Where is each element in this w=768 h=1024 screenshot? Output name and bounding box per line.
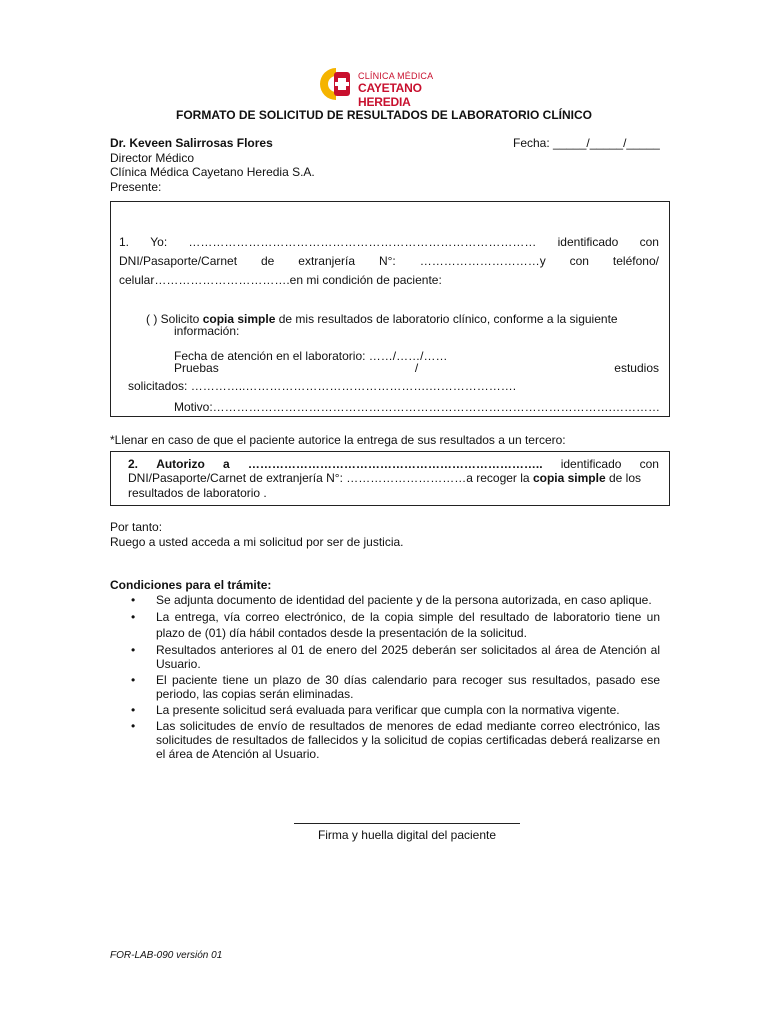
addressee-role: Director Médico: [110, 151, 195, 165]
word-telefono: teléfono/: [612, 254, 659, 268]
identified-label-2: identificado: [560, 457, 622, 471]
word-pruebas: Pruebas: [174, 361, 219, 375]
copy-simple-bold: copia simple: [532, 471, 606, 485]
patient-id-line[interactable]: [119, 254, 659, 268]
slash: /: [414, 361, 419, 375]
document-title: FORMATO DE SOLICITUD DE RESULTADOS DE LABORATORIO CLÍNICO: [176, 108, 592, 122]
cross-logo-icon: [318, 66, 354, 102]
word-extranjeria: extranjería: [298, 254, 355, 268]
request-checkbox-label[interactable]: ( ) Solicito: [146, 312, 203, 326]
addressee-institution: Clínica Médica Cayetano Heredia S.A.: [110, 165, 315, 179]
logo-line2: CAYETANO HEREDIA: [358, 81, 422, 109]
word-con: con: [569, 254, 589, 268]
authorize-line[interactable]: [128, 457, 659, 471]
request-bold-text: copia simple: [202, 312, 276, 326]
authorize-label: Autorizo: [156, 457, 205, 471]
condition-item: • Se adjunta documento de identidad del paciente y de la persona autorizada, en caso aplique.: [128, 593, 660, 607]
line2-suffix: de los: [605, 471, 641, 485]
date-field[interactable]: Fecha: _____/_____/_____: [513, 136, 660, 150]
tests-line: [174, 361, 659, 375]
closing-request: Ruego a usted acceda a mi solicitud por ser de justicia.: [110, 535, 404, 549]
word-number: N°:: [378, 254, 396, 268]
condition-item: • La presente solicitud será evaluada para verificar que cumpla con la normativa vigente.: [128, 703, 660, 717]
tests-field[interactable]: solicitados: …………..……………………………………….………………….: [128, 379, 517, 393]
clinic-logo: [318, 64, 458, 109]
yo-label: Yo:: [150, 235, 168, 249]
item-number-1: 1.: [119, 235, 130, 249]
authorized-id-line[interactable]: [128, 471, 641, 485]
condition-item: • La entrega, vía correo electrónico, de la copia simple del resultado de laboratorio tiene un plazo de (01) día hábil contados desde la presentación de la solicitud.: [128, 609, 660, 641]
identified-label: identificado: [557, 235, 619, 249]
word-a: a: [223, 457, 230, 471]
conditions-heading: Condiciones para el trámite:: [110, 578, 272, 592]
addressee-name: Dr. Keveen Salirrosas Flores: [110, 136, 273, 150]
condition-item: • Las solicitudes de envío de resultados de menores de edad mediante correo electrónico, las solicitudes de resultados de fallecidos y la solicitud de copias certificadas deberá realizarse en el área de Atención al Usuario.: [128, 719, 660, 761]
word-estudios: estudios: [614, 361, 659, 375]
word-de: de: [261, 254, 275, 268]
signature-label: Firma y huella digital del paciente: [317, 828, 497, 842]
patient-phone-line[interactable]: celular…………………………….en mi condición de paciente:: [119, 273, 442, 287]
request-line2: información:: [174, 324, 240, 338]
condition-item: • El paciente tiene un plazo de 30 días calendario para recoger sus resultados, pasado ese periodo, las copias serán eliminadas.: [128, 673, 660, 701]
por-tanto: Por tanto:: [110, 520, 163, 534]
presente-label: Presente:: [110, 180, 162, 194]
patient-id-field[interactable]: …………………………y: [419, 254, 546, 268]
authorized-name-field[interactable]: ………………………………………………………………..: [247, 457, 543, 471]
attention-date-field[interactable]: Fecha de atención en el laboratorio: ……/……/……: [174, 349, 448, 363]
patient-name-field[interactable]: ……………………………………………………………………………: [188, 235, 537, 249]
condition-item: • Resultados anteriores al 01 de enero del 2025 deberán ser solicitados al área de Atención al Usuario.: [128, 643, 660, 671]
form-code: FOR-LAB-090 versión 01: [110, 950, 223, 961]
con-label: con: [639, 235, 659, 249]
id-type-label: DNI/Pasaporte/Carnet: [119, 254, 238, 268]
logo-line1: CLÍNICA MÉDICA: [358, 71, 434, 81]
item-number-2: 2.: [128, 457, 139, 471]
conditions-list: [128, 593, 660, 763]
con-label-2: con: [639, 457, 659, 471]
authorized-id-field[interactable]: DNI/Pasaporte/Carnet de extranjería N°: …………………………a recoger la: [128, 471, 533, 485]
request-suffix-text: de mis resultados de laboratorio clínico, conforme a la siguiente: [275, 312, 618, 326]
authorize-line3: resultados de laboratorio .: [128, 486, 267, 500]
signature-line[interactable]: [294, 823, 520, 824]
third-party-note: *Llenar en caso de que el paciente autorice la entrega de sus resultados a un tercero:: [110, 433, 566, 447]
patient-name-line[interactable]: [119, 235, 659, 249]
motive-field[interactable]: Motivo:……………………………………………………………………………………….…………: [174, 400, 661, 414]
